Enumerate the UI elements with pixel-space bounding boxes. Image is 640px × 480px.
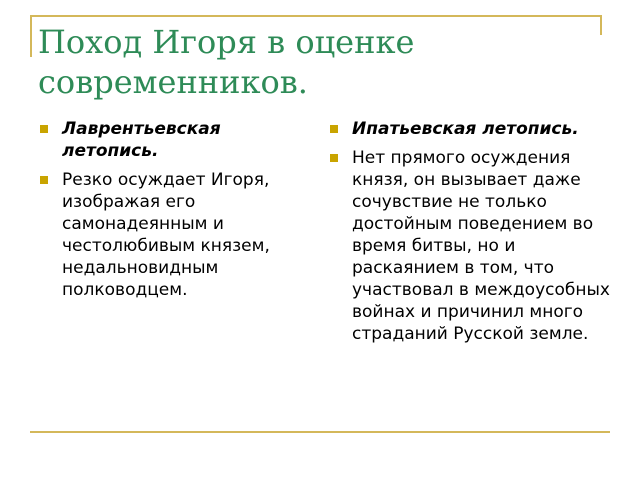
left-text-item [40,169,322,301]
square-bullet-icon [330,125,338,133]
frame-left-line [30,15,32,57]
square-bullet-icon [40,176,48,184]
right-text-item [330,147,610,345]
frame-top-line [30,15,602,17]
frame-bottom-line [30,431,610,433]
square-bullet-icon [330,154,338,162]
right-text: Нет прямого осуждения князя, он вызывает даже сочувствие не только достойным поведением во время битвы, но и раскаянием в том, что участвовал в междоусобных войнах и причинил много страданий Русской земле. [352,148,610,344]
right-column [330,118,610,352]
right-heading-item [330,118,610,140]
left-text: Резко осуждает Игоря, изображая его самонадеянным и честолюбивым князем, недальновидным полководцем. [62,170,270,300]
left-column [40,118,322,308]
right-heading: Ипатьевская летопись. [352,119,579,139]
frame-right-line [600,15,602,35]
square-bullet-icon [40,125,48,133]
slide-title: Поход Игоря в оценке современников. [38,23,415,101]
left-heading: Лаврентьевская летопись. [62,119,221,161]
left-heading-item [40,118,322,162]
